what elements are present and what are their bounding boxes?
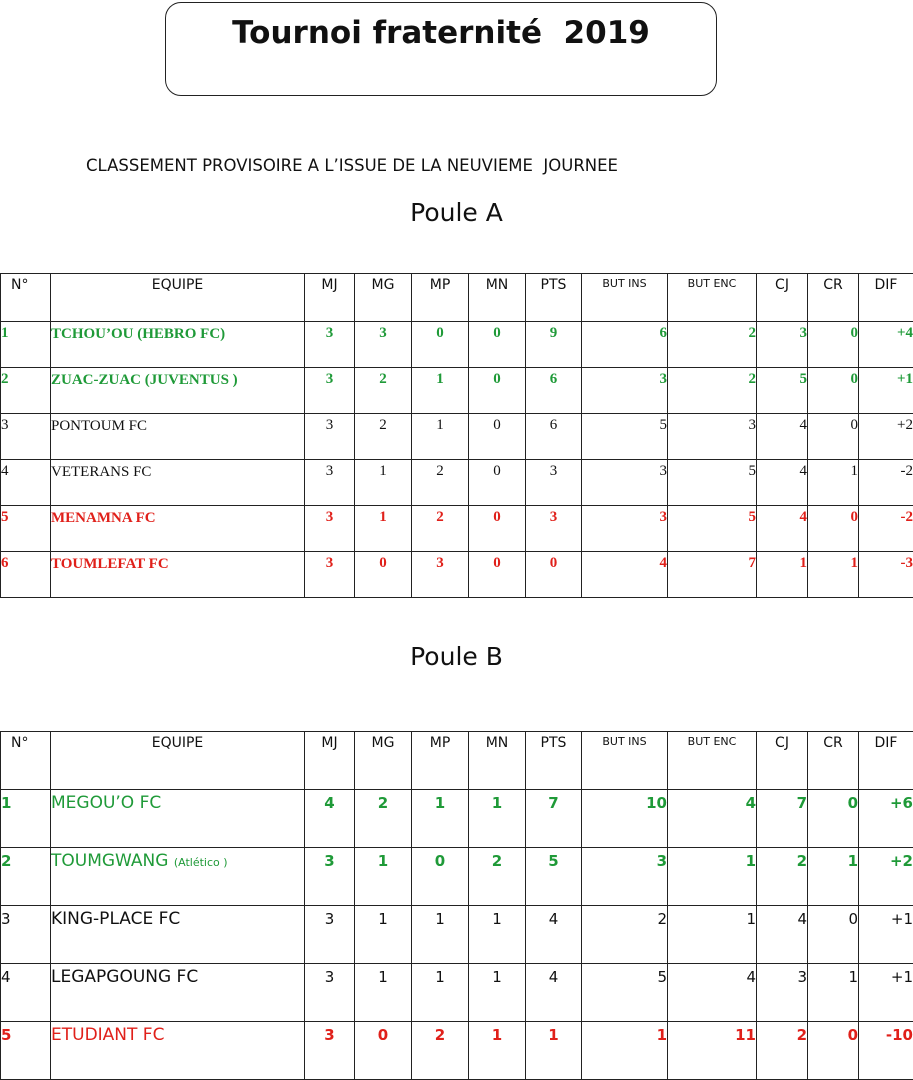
cell-cr: 1	[808, 552, 859, 598]
cell-mj: 3	[305, 906, 355, 964]
cell-mj: 3	[305, 848, 355, 906]
cell-cj: 1	[757, 552, 808, 598]
cell-cr: 1	[808, 848, 859, 906]
cell-equipe	[51, 368, 305, 414]
cell-mp: 1	[412, 414, 469, 460]
cell-cj: 2	[757, 848, 808, 906]
cell-mn: 0	[469, 506, 526, 552]
column-header-but-enc: BUT ENC	[668, 732, 757, 790]
cell-mg: 1	[355, 906, 412, 964]
poule-a-title: Poule A	[410, 198, 503, 227]
cell-mp: 1	[412, 368, 469, 414]
cell-mg: 0	[355, 1022, 412, 1080]
column-header-cr: CR	[808, 732, 859, 790]
column-header-num: N°	[1, 274, 51, 322]
cell-but-enc: 1	[668, 906, 757, 964]
table-row	[1, 414, 913, 460]
cell-cr: 0	[808, 506, 859, 552]
cell-equipe	[51, 964, 305, 1022]
table-row	[1, 506, 913, 552]
cell-but-enc: 5	[668, 506, 757, 552]
cell-mg: 1	[355, 848, 412, 906]
cell-but-ins: 5	[582, 964, 668, 1022]
cell-mj: 4	[305, 790, 355, 848]
team-name: TOUMLEFAT FC	[51, 556, 169, 572]
cell-but-enc: 4	[668, 790, 757, 848]
team-name-suffix: (Atlético )	[173, 856, 228, 869]
cell-dif: +2	[859, 848, 913, 906]
cell-mp: 0	[412, 322, 469, 368]
cell-mn: 1	[469, 964, 526, 1022]
cell-equipe	[51, 848, 305, 906]
cell-num: 6	[1, 552, 51, 598]
column-header-cr: CR	[808, 274, 859, 322]
cell-mn: 0	[469, 414, 526, 460]
cell-cj: 4	[757, 506, 808, 552]
cell-mn: 0	[469, 322, 526, 368]
cell-but-enc: 11	[668, 1022, 757, 1080]
cell-cr: 0	[808, 790, 859, 848]
cell-mp: 0	[412, 848, 469, 906]
cell-mj: 3	[305, 1022, 355, 1080]
cell-dif: +1	[859, 964, 913, 1022]
standings-subtitle: CLASSEMENT PROVISOIRE A L’ISSUE DE LA NEUVIEME JOURNEE	[86, 156, 618, 175]
cell-pts: 6	[526, 368, 582, 414]
column-header-num: N°	[1, 732, 51, 790]
cell-mn: 0	[469, 368, 526, 414]
cell-mn: 0	[469, 460, 526, 506]
team-name: TOUMGWANG	[51, 851, 174, 871]
cell-mp: 3	[412, 552, 469, 598]
cell-pts: 3	[526, 506, 582, 552]
table-row	[1, 460, 913, 506]
cell-num: 3	[1, 906, 51, 964]
cell-pts: 5	[526, 848, 582, 906]
cell-mj: 3	[305, 460, 355, 506]
cell-cr: 0	[808, 414, 859, 460]
cell-mj: 3	[305, 506, 355, 552]
cell-cr: 1	[808, 460, 859, 506]
table-row	[1, 322, 913, 368]
cell-pts: 9	[526, 322, 582, 368]
column-header-mg: MG	[355, 732, 412, 790]
cell-pts: 7	[526, 790, 582, 848]
cell-but-ins: 6	[582, 322, 668, 368]
table-row	[1, 552, 913, 598]
cell-pts: 6	[526, 414, 582, 460]
column-header-mp: MP	[412, 274, 469, 322]
cell-pts: 4	[526, 906, 582, 964]
cell-cr: 1	[808, 964, 859, 1022]
team-name: MENAMNA FC	[51, 510, 156, 526]
cell-pts: 0	[526, 552, 582, 598]
cell-but-ins: 3	[582, 848, 668, 906]
cell-dif: -2	[859, 460, 913, 506]
cell-num: 5	[1, 506, 51, 552]
column-header-mn: MN	[469, 732, 526, 790]
column-header-but-ins: BUT INS	[582, 274, 668, 322]
cell-but-ins: 10	[582, 790, 668, 848]
cell-mg: 0	[355, 552, 412, 598]
cell-equipe	[51, 414, 305, 460]
cell-mg: 2	[355, 790, 412, 848]
cell-cr: 0	[808, 906, 859, 964]
cell-num: 2	[1, 368, 51, 414]
cell-num: 5	[1, 1022, 51, 1080]
column-header-equipe: EQUIPE	[51, 732, 305, 790]
cell-dif: +4	[859, 322, 913, 368]
cell-but-ins: 3	[582, 368, 668, 414]
table-row	[1, 1022, 913, 1080]
column-header-cj: CJ	[757, 274, 808, 322]
team-name: ZUAC-ZUAC (JUVENTUS )	[51, 372, 238, 388]
column-header-equipe: EQUIPE	[51, 274, 305, 322]
cell-mn: 1	[469, 906, 526, 964]
cell-pts: 3	[526, 460, 582, 506]
cell-dif: -10	[859, 1022, 913, 1080]
cell-mp: 1	[412, 906, 469, 964]
team-name: VETERANS FC	[51, 464, 152, 480]
cell-equipe	[51, 790, 305, 848]
cell-but-enc: 1	[668, 848, 757, 906]
cell-dif: +1	[859, 368, 913, 414]
cell-num: 4	[1, 964, 51, 1022]
team-name: MEGOU’O FC	[51, 793, 162, 813]
cell-mg: 1	[355, 506, 412, 552]
cell-cr: 0	[808, 368, 859, 414]
cell-mj: 3	[305, 322, 355, 368]
cell-but-ins: 5	[582, 414, 668, 460]
cell-cj: 4	[757, 460, 808, 506]
cell-cr: 0	[808, 1022, 859, 1080]
cell-but-enc: 2	[668, 368, 757, 414]
cell-mp: 1	[412, 964, 469, 1022]
cell-dif: -2	[859, 506, 913, 552]
column-header-pts: PTS	[526, 274, 582, 322]
cell-mj: 3	[305, 964, 355, 1022]
column-header-but-enc: BUT ENC	[668, 274, 757, 322]
cell-pts: 4	[526, 964, 582, 1022]
cell-but-enc: 4	[668, 964, 757, 1022]
cell-dif: +2	[859, 414, 913, 460]
team-name: ETUDIANT FC	[51, 1025, 165, 1045]
cell-mj: 3	[305, 368, 355, 414]
cell-mg: 2	[355, 414, 412, 460]
document-title: Tournoi fraternité 2019	[232, 15, 650, 51]
cell-cj: 7	[757, 790, 808, 848]
team-name: KING-PLACE FC	[51, 909, 181, 929]
cell-cj: 2	[757, 1022, 808, 1080]
column-header-mj: MJ	[305, 732, 355, 790]
cell-cj: 3	[757, 964, 808, 1022]
column-header-mj: MJ	[305, 274, 355, 322]
cell-equipe	[51, 906, 305, 964]
cell-but-ins: 1	[582, 1022, 668, 1080]
cell-equipe	[51, 552, 305, 598]
cell-mp: 2	[412, 1022, 469, 1080]
cell-but-enc: 7	[668, 552, 757, 598]
cell-cj: 4	[757, 906, 808, 964]
column-header-pts: PTS	[526, 732, 582, 790]
cell-but-ins: 2	[582, 906, 668, 964]
table-row	[1, 964, 913, 1022]
cell-equipe	[51, 1022, 305, 1080]
cell-cr: 0	[808, 322, 859, 368]
cell-dif: +1	[859, 906, 913, 964]
cell-num: 3	[1, 414, 51, 460]
cell-but-enc: 2	[668, 322, 757, 368]
cell-mn: 0	[469, 552, 526, 598]
cell-pts: 1	[526, 1022, 582, 1080]
cell-equipe	[51, 322, 305, 368]
cell-mp: 2	[412, 460, 469, 506]
cell-but-enc: 5	[668, 460, 757, 506]
column-header-mg: MG	[355, 274, 412, 322]
cell-mg: 1	[355, 460, 412, 506]
poule-b-table	[0, 731, 913, 1080]
poule-b-title: Poule B	[410, 642, 503, 671]
cell-cj: 3	[757, 322, 808, 368]
cell-mj: 3	[305, 414, 355, 460]
team-name: PONTOUM FC	[51, 418, 147, 434]
cell-cj: 5	[757, 368, 808, 414]
cell-but-ins: 3	[582, 460, 668, 506]
column-header-mp: MP	[412, 732, 469, 790]
poule-a-table	[0, 273, 913, 598]
cell-mp: 1	[412, 790, 469, 848]
cell-equipe	[51, 460, 305, 506]
cell-mn: 2	[469, 848, 526, 906]
column-header-but-ins: BUT INS	[582, 732, 668, 790]
cell-dif: -3	[859, 552, 913, 598]
cell-mp: 2	[412, 506, 469, 552]
table-row	[1, 906, 913, 964]
title-box	[165, 2, 717, 96]
team-name: LEGAPGOUNG FC	[51, 967, 199, 987]
cell-num: 1	[1, 790, 51, 848]
cell-mj: 3	[305, 552, 355, 598]
cell-num: 4	[1, 460, 51, 506]
cell-mn: 1	[469, 1022, 526, 1080]
cell-mg: 3	[355, 322, 412, 368]
cell-mg: 2	[355, 368, 412, 414]
cell-mg: 1	[355, 964, 412, 1022]
cell-but-ins: 3	[582, 506, 668, 552]
cell-but-ins: 4	[582, 552, 668, 598]
table-row	[1, 368, 913, 414]
team-name: TCHOU’OU (HEBRO FC)	[51, 326, 226, 342]
table-header-row	[1, 274, 913, 322]
table-row	[1, 790, 913, 848]
cell-but-enc: 3	[668, 414, 757, 460]
table-header-row	[1, 732, 913, 790]
cell-num: 2	[1, 848, 51, 906]
column-header-cj: CJ	[757, 732, 808, 790]
column-header-dif: DIF	[859, 732, 913, 790]
cell-dif: +6	[859, 790, 913, 848]
cell-mn: 1	[469, 790, 526, 848]
cell-cj: 4	[757, 414, 808, 460]
column-header-mn: MN	[469, 274, 526, 322]
cell-equipe	[51, 506, 305, 552]
cell-num: 1	[1, 322, 51, 368]
column-header-dif: DIF	[859, 274, 913, 322]
table-row	[1, 848, 913, 906]
